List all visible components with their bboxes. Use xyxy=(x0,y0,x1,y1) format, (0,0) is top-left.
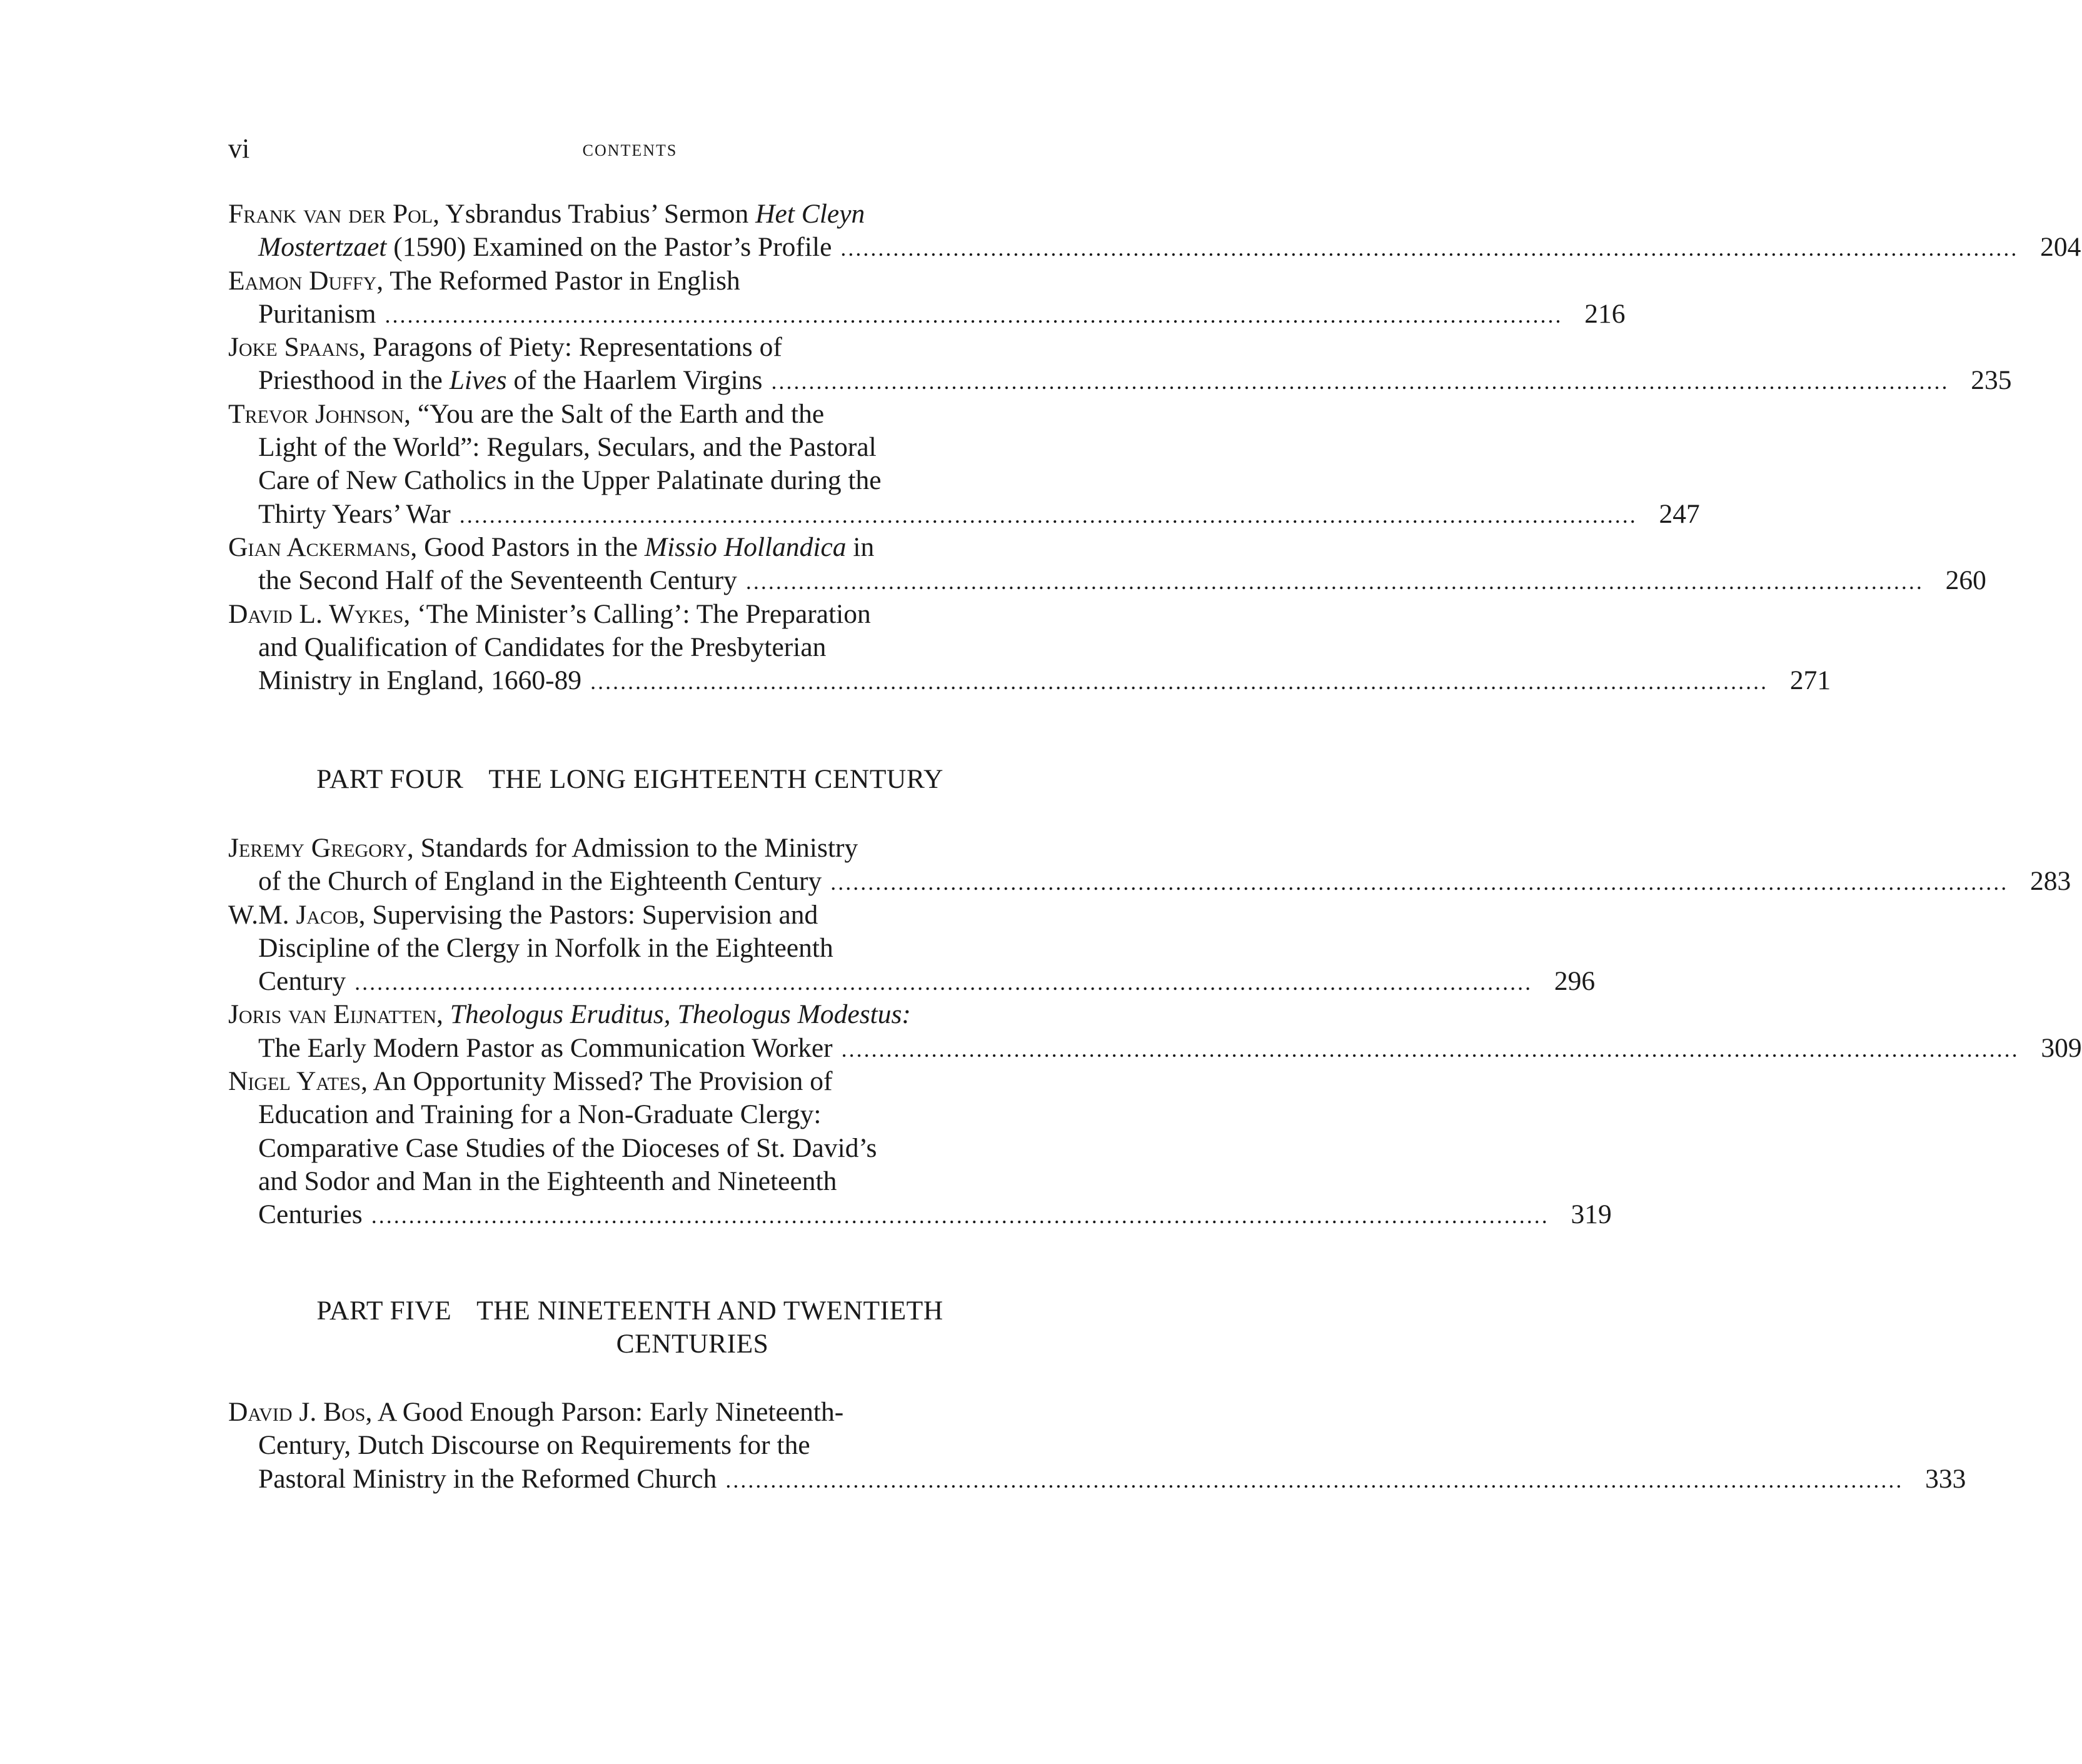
page-number: vi xyxy=(228,133,250,164)
entry-author: Eamon Duffy xyxy=(228,265,377,296)
entry-title-line: Mostertzaet (1590) Examined on the Pastor’s Profile xyxy=(258,232,832,263)
entry-title-line: Ministry in England, 1660-89 xyxy=(258,665,582,696)
leader-dots: ............................................................................................................................................................. xyxy=(840,236,2019,261)
entry-title-line: Pastoral Ministry in the Reformed Church xyxy=(258,1463,717,1494)
leader-dots: ............................................................................................................................................................. xyxy=(355,970,1533,995)
toc-entry: Eamon Duffy, The Reformed Pastor in English Puritanism ............................................................................................................................................................. 216 xyxy=(228,265,1032,331)
entry-author: David L. Wykes xyxy=(228,598,404,629)
entry-page: 204 xyxy=(2040,232,2081,263)
toc-section-part-three xyxy=(228,198,2081,697)
part-label: PART FIVE xyxy=(316,1296,452,1326)
toc-entry: Joris van Eijnatten, Theologus Eruditus, Theologus Modestus: The Early Modern Pastor as Communication Worker ............................................................................................................................................................. 309 xyxy=(228,998,1032,1065)
entry-title-line: Theologus Eruditus, Theologus Modestus: xyxy=(450,999,911,1030)
entry-title-line: Puritanism xyxy=(258,298,376,329)
toc-entry: Jeremy Gregory, Standards for Admission to the Ministry of the Church of England in the Eighteenth Century ............................................................................................................................................................. 283 xyxy=(228,832,1032,899)
entry-title-line: ‘The Minister’s Calling’: The Preparation xyxy=(417,598,871,629)
entry-author: Nigel Yates xyxy=(228,1066,361,1097)
entry-title-line: Standards for Admission to the Ministry xyxy=(420,833,858,863)
entry-title-line: Supervising the Pastors: Supervision and xyxy=(372,899,818,930)
part-title: THE NINETEENTH AND TWENTIETH xyxy=(476,1296,943,1326)
leader-dots: ............................................................................................................................................................. xyxy=(745,569,1924,595)
part-title-continued: CENTURIES xyxy=(616,1329,769,1359)
entry-title-line: Ysbrandus Trabius’ Sermon Het Cleyn xyxy=(445,199,865,229)
toc-section-part-four xyxy=(228,832,2082,1232)
part-five-heading xyxy=(228,1294,1032,1361)
entry-page: 247 xyxy=(1659,498,1700,529)
entry-title-line: The Early Modern Pastor as Communication Worker xyxy=(258,1032,833,1063)
running-head xyxy=(228,133,1032,170)
entry-title-line: Paragons of Piety: Representations of xyxy=(373,332,782,363)
toc-entry: Gian Ackermans, Good Pastors in the Missio Hollandica in the Second Half of the Seventeenth Century ............................................................................................................................................................. 260 xyxy=(228,531,1032,598)
entry-title-line: Century xyxy=(258,966,346,997)
entry-title-line: Good Pastors in the Missio Hollandica in xyxy=(424,532,875,562)
entry-title-line: Comparative Case Studies of the Dioceses of St. David’s xyxy=(258,1132,877,1163)
leader-dots: ............................................................................................................................................................. xyxy=(371,1203,1549,1229)
entry-title-line: of the Church of England in the Eighteenth Century xyxy=(258,866,822,897)
part-four-heading xyxy=(228,763,1032,796)
entry-author: Joke Spaans xyxy=(228,332,360,363)
entry-title-line: Centuries xyxy=(258,1199,363,1230)
entry-page: 235 xyxy=(1971,365,2012,396)
entry-author: Jeremy Gregory xyxy=(228,833,407,863)
part-label: PART FOUR xyxy=(316,764,464,794)
leader-dots: ............................................................................................................................................................. xyxy=(841,1036,2019,1062)
entry-title-line: and Sodor and Man in the Eighteenth and Nineteenth xyxy=(258,1166,837,1196)
entry-title-line: the Second Half of the Seventeenth Century xyxy=(258,565,737,596)
entry-title-line: Care of New Catholics in the Upper Palatinate during the xyxy=(258,465,882,496)
entry-author: Joris van Eijnatten xyxy=(228,999,437,1030)
entry-page: 319 xyxy=(1571,1199,1612,1230)
toc-entry: W.M. Jacob, Supervising the Pastors: Supervision and Discipline of the Clergy in Norfolk in the Eighteenth Century ............................................................................................................................................................. 296 xyxy=(228,899,1032,999)
toc-entry: Trevor Johnson, “You are the Salt of the Earth and the Light of the World”: Regulars, Seculars, and the Pastoral Care of New Catholics in the Upper Palatinate during the Thirty Years’ War ............................................................................................................................................................. 247 xyxy=(228,398,1032,531)
leader-dots: ............................................................................................................................................................. xyxy=(725,1467,1904,1493)
entry-page: 333 xyxy=(1925,1463,1966,1494)
toc-entry: David J. Bos, A Good Enough Parson: Early Nineteenth- Century, Dutch Discourse on Requirements for the Pastoral Ministry in the Reformed Church ............................................................................................................................................................. 333 xyxy=(228,1396,1032,1496)
toc-entry: Nigel Yates, An Opportunity Missed? The Provision of Education and Training for a Non-Graduate Clergy: Comparative Case Studies of the Dioceses of St. David’s and Sodor and Man in the Eighteenth and Nineteenth Centuries ............................................................................................................................................................. 319 xyxy=(228,1065,1032,1231)
leader-dots: ............................................................................................................................................................. xyxy=(590,669,1769,695)
entry-author: Frank van der Pol xyxy=(228,199,433,229)
entry-title-line: “You are the Salt of the Earth and the xyxy=(417,398,825,429)
entry-page: 260 xyxy=(1945,565,1986,596)
toc-section-part-five xyxy=(228,1396,1966,1496)
toc-entry: David L. Wykes, ‘The Minister’s Calling’: The Preparation and Qualification of Candidates for the Presbyterian Ministry in England, 1660-89 ............................................................................................................................................................. 271 xyxy=(228,598,1032,698)
part-title: THE LONG EIGHTEENTH CENTURY xyxy=(488,764,943,794)
entry-title-line: Education and Training for a Non-Graduate Clergy: xyxy=(258,1099,822,1130)
toc-entry: Joke Spaans, Paragons of Piety: Representations of Priesthood in the Lives of the Haarlem Virgins ............................................................................................................................................................. 235 xyxy=(228,331,1032,398)
entry-author: David J. Bos xyxy=(228,1397,366,1427)
entry-title-line: Priesthood in the Lives of the Haarlem Virgins xyxy=(258,365,763,396)
entry-title-line: An Opportunity Missed? The Provision of xyxy=(373,1066,833,1097)
running-title: CONTENTS xyxy=(582,141,678,159)
entry-title-line: Light of the World”: Regulars, Seculars, and the Pastoral xyxy=(258,432,877,463)
entry-title-line: and Qualification of Candidates for the Presbyterian xyxy=(258,632,827,662)
leader-dots: ............................................................................................................................................................. xyxy=(830,870,2009,895)
entry-title-line: A Good Enough Parson: Early Nineteenth- xyxy=(377,1397,844,1427)
entry-author: W.M. Jacob xyxy=(228,899,359,930)
entry-title-line: Century, Dutch Discourse on Requirements for the xyxy=(258,1430,810,1461)
leader-dots: ............................................................................................................................................................. xyxy=(385,302,1563,328)
entry-author: Gian Ackermans xyxy=(228,532,411,562)
entry-page: 309 xyxy=(2041,1032,2082,1063)
toc-entry: Frank van der Pol, Ysbrandus Trabius’ Sermon Het Cleyn Mostertzaet (1590) Examined on the Pastor’s Profile ............................................................................................................................................................. 204 xyxy=(228,198,1032,265)
leader-dots: ............................................................................................................................................................. xyxy=(459,502,1637,528)
entry-author: Trevor Johnson xyxy=(228,398,405,429)
entry-title-line: Discipline of the Clergy in Norfolk in the Eighteenth xyxy=(258,932,833,963)
entry-title-line: Thirty Years’ War xyxy=(258,498,451,529)
entry-page: 216 xyxy=(1584,298,1626,329)
entry-page: 271 xyxy=(1789,665,1831,696)
entry-title-line: The Reformed Pastor in English xyxy=(390,265,740,296)
entry-page: 283 xyxy=(2029,866,2071,897)
leader-dots: ............................................................................................................................................................. xyxy=(771,369,1949,395)
entry-page: 296 xyxy=(1554,966,1596,997)
